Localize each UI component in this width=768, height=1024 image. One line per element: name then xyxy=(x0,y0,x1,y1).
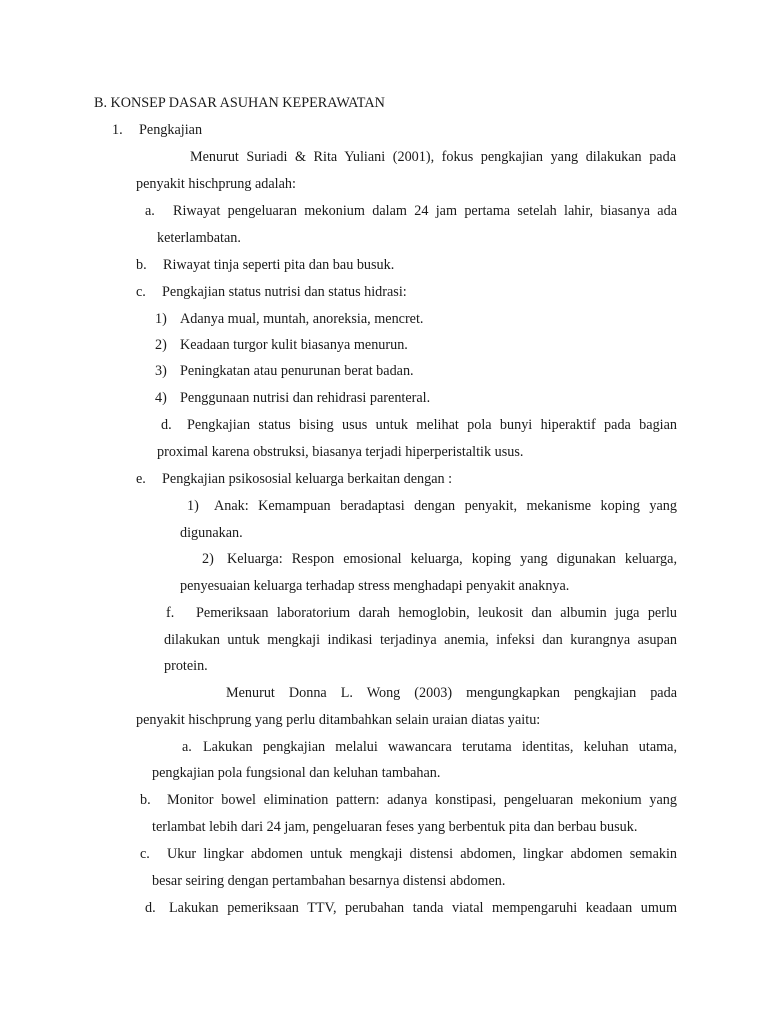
intro-wong-line2: penyakit hischprung yang perlu ditambahkan selain uraian diatas yaitu: xyxy=(136,712,541,728)
list-item: b. Riwayat tinja seperti pita dan bau busuk. xyxy=(136,257,395,273)
list-item: d. Lakukan pemeriksaan TTV, perubahan tanda viatal mempengaruhi keadaan umum xyxy=(145,900,677,916)
intro-wong-line1: Menurut Donna L. Wong (2003) mengungkapkan pengkajian pada xyxy=(226,685,677,701)
subsection-number: 1. xyxy=(112,122,123,138)
list-item-continuation: pengkajian pola fungsional dan keluhan tambahan. xyxy=(152,765,441,781)
psychosocial-item: 2) Keluarga: Respon emosional keluarga, koping yang digunakan keluarga, xyxy=(202,551,677,567)
list-item: c. Pengkajian status nutrisi dan status hidrasi: xyxy=(136,284,407,300)
intro-suriadi-line1: Menurut Suriadi & Rita Yuliani (2001), fokus pengkajian yang dilakukan pada xyxy=(190,149,676,165)
list-item-continuation: terlambat lebih dari 24 jam, pengeluaran feses yang berbentuk pita dan berbau busuk. xyxy=(152,819,638,835)
list-item: d. Pengkajian status bising usus untuk melihat pola bunyi hiperaktif pada bagian xyxy=(161,417,677,433)
list-item-continuation: keterlambatan. xyxy=(157,230,241,246)
nutrition-item: 1) Adanya mual, muntah, anoreksia, mencret. xyxy=(155,311,424,327)
list-item-continuation: dilakukan untuk mengkaji indikasi terjadinya anemia, infeksi dan kurangnya asupan xyxy=(164,632,677,648)
subsection-title: Pengkajian xyxy=(139,122,203,138)
list-item: f. Pemeriksaan laboratorium darah hemoglobin, leukosit dan albumin juga perlu xyxy=(166,605,677,621)
psychosocial-item: 1) Anak: Kemampuan beradaptasi dengan penyakit, mekanisme koping yang xyxy=(187,498,677,514)
list-item-continuation: besar seiring dengan pertambahan besarnya distensi abdomen. xyxy=(152,873,506,889)
section-heading: B. KONSEP DASAR ASUHAN KEPERAWATAN xyxy=(94,95,385,111)
nutrition-item: 4) Penggunaan nutrisi dan rehidrasi parenteral. xyxy=(155,390,431,406)
intro-suriadi-line2: penyakit hischprung adalah: xyxy=(136,176,296,192)
list-item: a. Lakukan pengkajian melalui wawancara terutama identitas, keluhan utama, xyxy=(182,739,677,755)
list-item-continuation: protein. xyxy=(164,658,208,674)
list-item-continuation: proximal karena obstruksi, biasanya terjadi hiperperistaltik usus. xyxy=(157,444,524,460)
subsection-pengkajian xyxy=(112,121,202,139)
psychosocial-item-continuation: penyesuaian keluarga terhadap stress menghadapi penyakit anaknya. xyxy=(180,578,570,594)
list-item: b. Monitor bowel elimination pattern: adanya konstipasi, pengeluaran mekonium yang xyxy=(140,792,677,808)
nutrition-item: 3) Peningkatan atau penurunan berat badan. xyxy=(155,363,414,379)
nutrition-item: 2) Keadaan turgor kulit biasanya menurun. xyxy=(155,337,408,353)
psychosocial-item-continuation: digunakan. xyxy=(180,525,243,541)
list-item: c. Ukur lingkar abdomen untuk mengkaji distensi abdomen, lingkar abdomen semakin xyxy=(140,846,677,862)
list-item: a. Riwayat pengeluaran mekonium dalam 24 jam pertama setelah lahir, biasanya ada xyxy=(145,203,677,219)
list-item: e. Pengkajian psikososial keluarga berkaitan dengan : xyxy=(136,471,453,487)
